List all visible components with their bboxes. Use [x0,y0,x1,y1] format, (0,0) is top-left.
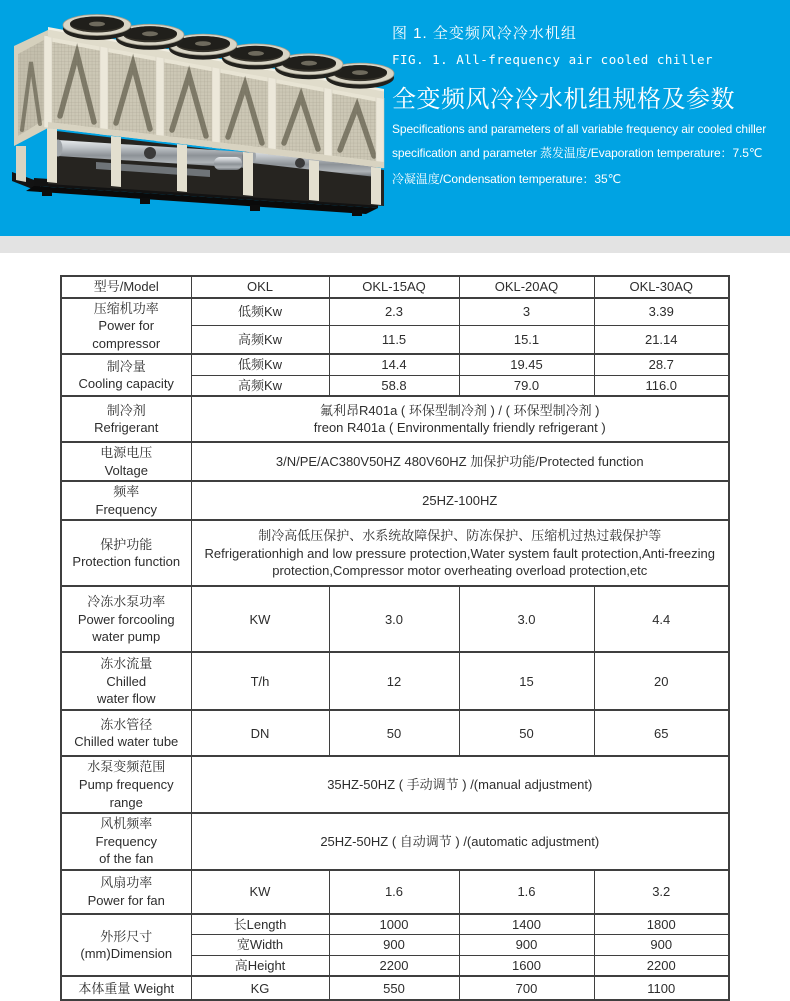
spec-value-cell: 15.1 [459,326,594,354]
subtitle-line-1: Specifications and parameters of all variable frequency air cooled chiller [392,122,767,136]
label-en2: of the fan [99,851,154,867]
spec-unit-cell: 低频Kw [191,354,329,375]
spec-value-cell: 21.14 [594,326,729,354]
spec-value-cell: 3.39 [594,298,729,326]
label-zh: 制冷剂 [106,402,146,418]
spec-label-cell: 型号/Model [61,276,191,298]
spec-value-cell: 19.45 [459,354,594,375]
hero-banner [0,0,790,236]
spec-label-cell [61,914,191,977]
spec-value-cell: 1.6 [329,870,459,914]
label-en: Power forcooling [77,611,175,627]
chiller-photo [0,0,390,236]
label-en: Pump frequency [78,777,174,793]
label-en: Frequency [95,501,157,517]
spec-value-cell: 3.0 [329,586,459,652]
spec-value-cell: 900 [594,935,729,956]
label-zh: 水泵变频范围 [87,759,166,775]
spec-span-cell: 25HZ-50HZ ( 自动调节 ) /(automatic adjustment) [191,813,729,870]
spec-value-cell: 1100 [594,976,729,1000]
spec-label-cell [61,870,191,914]
spec-value-cell: 3 [459,298,594,326]
spec-value-cell: 15 [459,652,594,710]
spec-label-cell [61,481,191,520]
row-cooling-low [61,354,729,375]
spec-value-cell: 12 [329,652,459,710]
spec-unit-cell: 低频Kw [191,298,329,326]
spec-unit-cell: T/h [191,652,329,710]
label-en2: range [109,794,143,810]
spec-unit-cell: 高Height [191,955,329,976]
row-compressor-low [61,298,729,326]
label-zh: 外形尺寸 [100,928,153,944]
spec-value-cell: 2200 [329,955,459,976]
spec-value-cell: 20 [594,652,729,710]
row-weight [61,976,729,1000]
row-water-tube [61,710,729,756]
value-zh: 氟利昂R401a ( 环保型制冷剂 ) / ( 环保型制冷剂 ) [319,402,600,418]
spec-value-cell: 1800 [594,914,729,935]
spec-label-cell [61,652,191,710]
spec-unit-cell: 长Length [191,914,329,935]
row-voltage [61,442,729,481]
label-zh: 冷冻水泵功率 [87,594,166,610]
label-en: Protection function [72,554,181,570]
label-en2: water pump [92,629,161,645]
label-en: Chilled water tube [74,734,179,750]
spec-value-cell: 14.4 [329,354,459,375]
model-name-cell: OKL [191,276,329,298]
row-water-flow [61,652,729,710]
spec-value-cell: 550 [329,976,459,1000]
row-dimension-length [61,914,729,935]
spec-span-cell: 3/N/PE/AC380V50HZ 480V60HZ 加保护功能/Protected function [191,442,729,481]
spec-label-cell [61,298,191,355]
spec-span-cell [191,396,729,442]
spec-value-cell: 3.0 [459,586,594,652]
spec-span-cell: 35HZ-50HZ ( 手动调节 ) /(manual adjustment) [191,756,729,813]
divider-band [0,236,790,253]
spec-label-cell [61,396,191,442]
spec-label-cell [61,710,191,756]
row-refrigerant [61,396,729,442]
model-name-cell: OKL-15AQ [329,276,459,298]
subtitle-line-2: specification and parameter 蒸发温度/Evaporation temperature：7.5℃ [392,145,763,160]
spec-value-cell: 1400 [459,914,594,935]
row-frequency [61,481,729,520]
spec-label-cell [61,442,191,481]
label-en: Refrigerant [94,420,159,436]
row-pump-frequency [61,756,729,813]
row-pump-power [61,586,729,652]
spec-label-cell [61,586,191,652]
label-zh: 保护功能 [100,536,153,552]
spec-label-cell [61,354,191,396]
subtitle-line-3: 冷凝温度/Condensation temperature：35℃ [392,172,621,187]
spec-unit-cell: DN [191,710,329,756]
row-model [61,276,729,298]
spec-label-cell [61,813,191,870]
spec-unit-cell: 宽Width [191,935,329,956]
label-zh: 制冷量 [106,358,146,374]
label-en2: water flow [96,691,156,707]
spec-label-cell: 本体重量 Weight [61,976,191,1000]
hero-text-block [392,22,788,188]
row-protection [61,520,729,586]
label-zh: 风机频率 [100,816,153,832]
spec-value-cell: 1600 [459,955,594,976]
spec-value-cell: 50 [459,710,594,756]
row-fan-power [61,870,729,914]
value-en: freon R401a ( Environmentally friendly refrigerant ) [313,420,606,436]
spec-value-cell: 65 [594,710,729,756]
spec-value-cell: 2.3 [329,298,459,326]
spec-value-cell: 116.0 [594,375,729,396]
spec-span-cell: 25HZ-100HZ [191,481,729,520]
spec-value-cell: 28.7 [594,354,729,375]
label-zh: 风扇功率 [100,875,153,891]
label-zh: 冻水管径 [100,716,153,732]
label-zh: 频率 [113,484,140,500]
spec-value-cell: 79.0 [459,375,594,396]
page-title: 全变频风冷冷水机组规格及参数 [392,86,735,113]
label-zh: 压缩机功率 [93,300,159,316]
spec-unit-cell: 高频Kw [191,375,329,396]
figure-caption-zh: 图 1. 全变频风冷冷水机组 [392,25,577,42]
spec-span-cell [191,520,729,586]
model-name-cell: OKL-30AQ [594,276,729,298]
label-en: (mm)Dimension [80,946,173,962]
label-en: Voltage [104,462,148,478]
spec-value-cell: 2200 [594,955,729,976]
label-en: Power for fan [87,892,165,908]
model-name-cell: OKL-20AQ [459,276,594,298]
spec-value-cell: 1000 [329,914,459,935]
label-en: Frequency [95,833,157,849]
spec-unit-cell: KW [191,870,329,914]
value-en: Refrigerationhigh and low pressure protection,Water system fault protection,Anti-freezing protection,Compressor motor overheating overload protection,etc [204,545,715,579]
label-zh: 冻水流量 [100,656,153,672]
spec-label-cell [61,520,191,586]
spec-unit-cell: 高频Kw [191,326,329,354]
spec-value-cell: 900 [329,935,459,956]
label-zh: 电源电压 [100,445,153,461]
spec-unit-cell: KG [191,976,329,1000]
row-fan-frequency [61,813,729,870]
spec-value-cell: 50 [329,710,459,756]
spec-value-cell: 4.4 [594,586,729,652]
label-en: Cooling capacity [78,376,174,392]
label-en: Power for compressor [92,318,161,351]
spec-value-cell: 3.2 [594,870,729,914]
spec-value-cell: 700 [459,976,594,1000]
value-zh: 制冷高低压保护、水系统故障保护、防冻保护、压缩机过热过载保护等 [258,528,662,544]
spec-unit-cell: KW [191,586,329,652]
figure-caption-en: FIG. 1. All-frequency air cooled chiller [392,52,714,67]
spec-value-cell: 1.6 [459,870,594,914]
spec-table [60,275,730,1001]
spec-value-cell: 900 [459,935,594,956]
label-en: Chilled [106,673,147,689]
spec-label-cell [61,756,191,813]
spec-value-cell: 58.8 [329,375,459,396]
spec-value-cell: 11.5 [329,326,459,354]
